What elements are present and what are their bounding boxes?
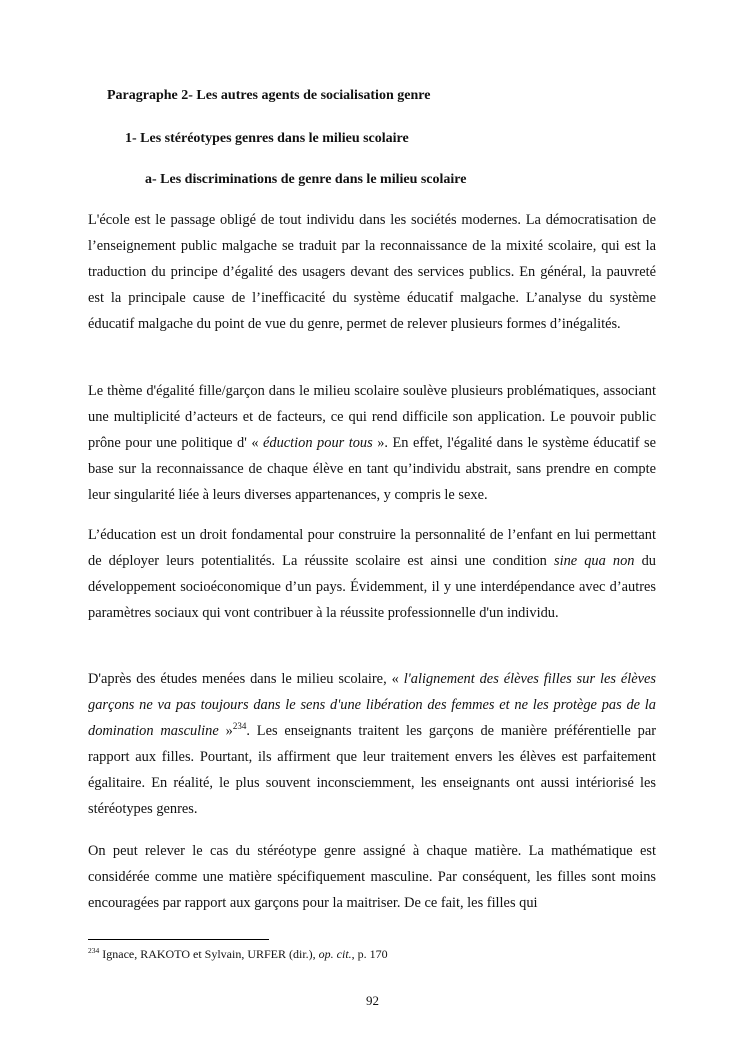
footnote-reference-234[interactable]: 234	[232, 721, 247, 731]
paragraph-3-text-c: du développement socioéconomique d’un pays. Évidemment, il y une interdépendance avec d’autres paramètres sociaux qui vont contribuer à la réussite professionnelle d'un individu.	[88, 553, 656, 621]
paragraph-3-text-a: L’éducation est un droit fondamental pour construire la personnalité de l’enfant en lui permettant de déployer leurs potentialités. La réussite scolaire est ainsi une condition	[88, 527, 656, 569]
body-paragraph-2	[88, 378, 656, 508]
heading-subsection-a: a- Les discriminations de genre dans le milieu scolaire	[145, 172, 467, 187]
body-paragraph-5: On peut relever le cas du stéréotype genre assigné à chaque matière. La mathématique est considérée comme une matière spécifiquement masculine. Par conséquent, les filles sont moins encouragées par rapport aux garçons pour la maitriser. De ce fait, les filles qui	[88, 843, 656, 911]
footnote-number: 234	[88, 946, 100, 955]
footnote-separator	[88, 939, 269, 940]
footnote-text-c: , p. 170	[351, 947, 388, 961]
heading-section-1: 1- Les stéréotypes genres dans le milieu scolaire	[125, 131, 409, 146]
paragraph-4-text-d: . Les enseignants traitent les garçons de manière préférentielle par rapport aux filles. Pourtant, ils affirment que leur traitement envers les élèves est parfaitement égalitaire. En réalité, le plus souvent inconsciemment, les enseignants ont aussi intériorisé les stéréotypes genres.	[88, 723, 656, 817]
footnote-italic-op-cit: op. cit.	[318, 947, 352, 961]
paragraph-4-italic-quote: l'alignement des élèves filles sur les élèves garçons ne va pas toujours dans le sens d'une libération des femmes et ne les protège pas de la domination masculine	[88, 671, 656, 739]
body-paragraph-1: L'école est le passage obligé de tout individu dans les sociétés modernes. La démocratisation de l’enseignement public malgache se traduit par la reconnaissance de la mixité scolaire, qui est la traduction du principe d’égalité des usagers devant des services publics. En général, la pauvreté est la principale cause de l’inefficacité du système éducatif malgache. L’analyse du système éducatif malgache du point de vue du genre, permet de relever plusieurs formes d’inégalités.	[88, 212, 656, 332]
body-paragraph-4	[88, 666, 656, 822]
paragraph-2-italic-quote: éduction pour tous	[263, 435, 373, 451]
heading-paragraphe-2: Paragraphe 2- Les autres agents de socialisation genre	[107, 88, 431, 103]
paragraph-4-text-c: »	[218, 723, 233, 739]
paragraph-2-text-a: Le thème d'égalité fille/garçon dans le milieu scolaire soulève plusieurs problématiques, associant une multiplicité d’acteurs et de facteurs, ce qui rend difficile son application. Le pouvoir public prône pour une politique d' «	[88, 383, 656, 451]
footnote-text-a: Ignace, RAKOTO et Sylvain, URFER (dir.),	[99, 947, 319, 961]
paragraph-3-italic-latin: sine qua non	[553, 553, 635, 569]
paragraph-4-text-a: D'après des études menées dans le milieu scolaire, «	[88, 671, 404, 687]
body-paragraph-3	[88, 522, 656, 626]
page-number: 92	[366, 993, 379, 1008]
paragraph-2-text-c: ». En effet, l'égalité dans le système éducatif se base sur la reconnaissance de chaque élève en tant qu’individu abstrait, sans prendre en compte leur singularité liée à leurs diverses appartenances, y compris le sexe.	[88, 435, 657, 503]
footnote-234	[88, 947, 388, 962]
